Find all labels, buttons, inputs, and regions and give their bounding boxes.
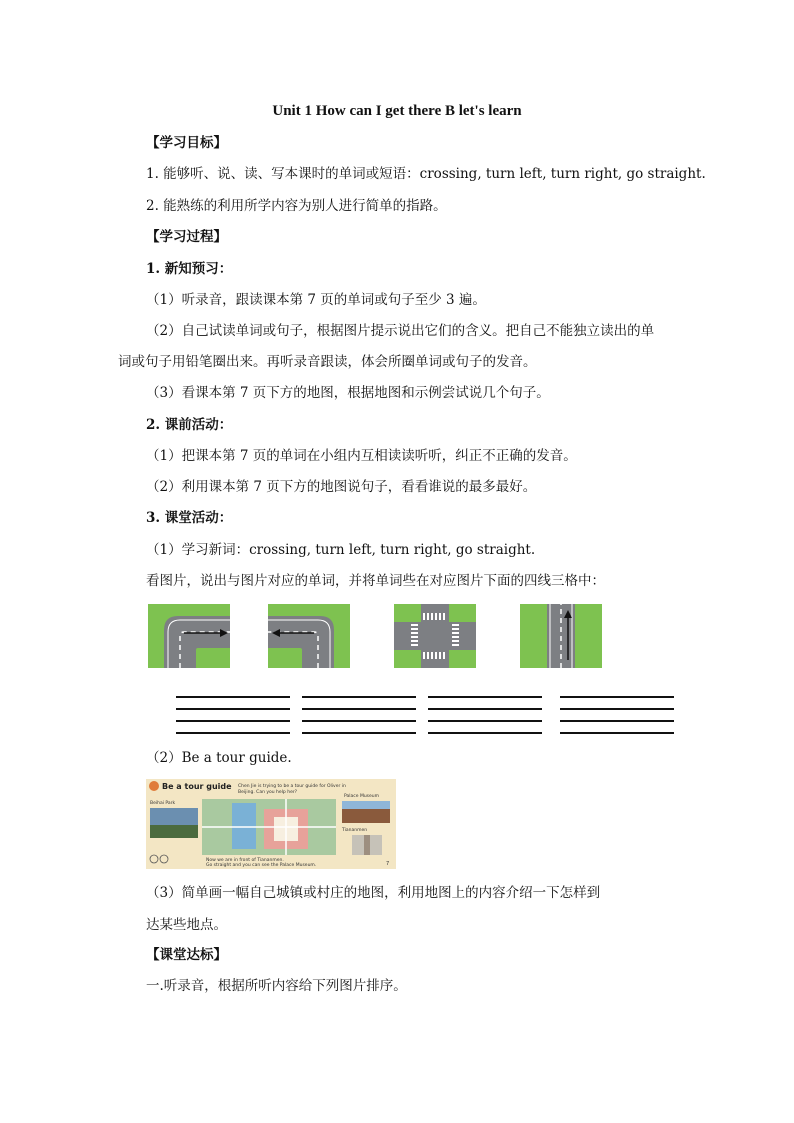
map-caption-2: Go straight and you can see the Palace Museum.	[206, 863, 317, 868]
writing-lines-1[interactable]	[176, 696, 290, 736]
map-caption-1: Now we are in front of Tiananmen.	[206, 858, 284, 863]
class-heading: 3. 课堂活动：	[146, 510, 233, 526]
preview-item-2a: （2）自己试读单词或句子，根据图片提示说出它们的含义。把自己不能独立读出的单	[146, 323, 655, 339]
objective-1: 1. 能够听、说、读、写本课时的单词或短语：crossing, turn left, turn right, go straight.	[146, 166, 706, 182]
writing-lines-4[interactable]	[560, 696, 674, 736]
objectives-heading: 【学习目标】	[146, 135, 227, 151]
pre-class-item-1: （1）把课本第 7 页的单词在小组内互相读读听听，纠正不正确的发音。	[146, 448, 577, 464]
process-heading: 【学习过程】	[146, 229, 227, 245]
class-item-1-instruction: 看图片，说出与图片对应的单词，并将单词些在对应图片下面的四线三格中：	[146, 573, 605, 589]
class-item-3a: （3）简单画一幅自己城镇或村庄的地图，利用地图上的内容介绍一下怎样到	[146, 885, 601, 901]
class-item-3b: 达某些地点。	[146, 917, 227, 933]
class-item-1: （1）学习新词：crossing, turn left, turn right, go straight.	[146, 542, 536, 558]
map-label-tiananmen: Tiananmen	[342, 828, 368, 833]
assessment-heading: 【课堂达标】	[146, 947, 227, 963]
turn-right-road-image	[148, 604, 230, 668]
pre-class-item-2: （2）利用课本第 7 页下方的地图说句子，看看谁说的最多最好。	[146, 479, 537, 495]
assessment-item-1: 一.听录音，根据所听内容给下列图片排序。	[146, 978, 407, 994]
crossing-road-image	[394, 604, 476, 668]
tour-guide-map-image	[146, 779, 396, 869]
map-heading: Be a tour guide	[162, 782, 232, 791]
preview-item-2b: 词或句子用铅笔圈出来。再听录音跟读，体会所圈单词或句子的发音。	[118, 354, 537, 370]
turn-left-road-image	[268, 604, 350, 668]
map-label-palace: Palace Museum	[344, 794, 380, 799]
writing-lines-3[interactable]	[428, 696, 542, 736]
preview-item-1: （1）听录音，跟读课本第 7 页的单词或句子至少 3 遍。	[146, 292, 486, 308]
map-subtitle-2: Beijing. Can you help her?	[238, 790, 298, 795]
pre-class-heading: 2. 课前活动：	[146, 417, 233, 433]
writing-lines-2[interactable]	[302, 696, 416, 736]
map-page-number: 7	[386, 861, 390, 867]
preview-item-3: （3）看课本第 7 页下方的地图，根据地图和示例尝试说几个句子。	[146, 385, 550, 401]
preview-heading: 1. 新知预习：	[146, 261, 233, 277]
objective-2: 2. 能熟练的利用所学内容为别人进行简单的指路。	[146, 198, 447, 214]
class-item-2: （2）Be a tour guide.	[146, 750, 292, 766]
map-subtitle-1: Chen Jie is trying to be a tour guide for Oliver in	[238, 784, 346, 789]
map-label-beihai: Beihai Park	[150, 801, 176, 806]
go-straight-road-image	[520, 604, 602, 668]
page-title: Unit 1 How can I get there B let's learn	[272, 103, 522, 119]
